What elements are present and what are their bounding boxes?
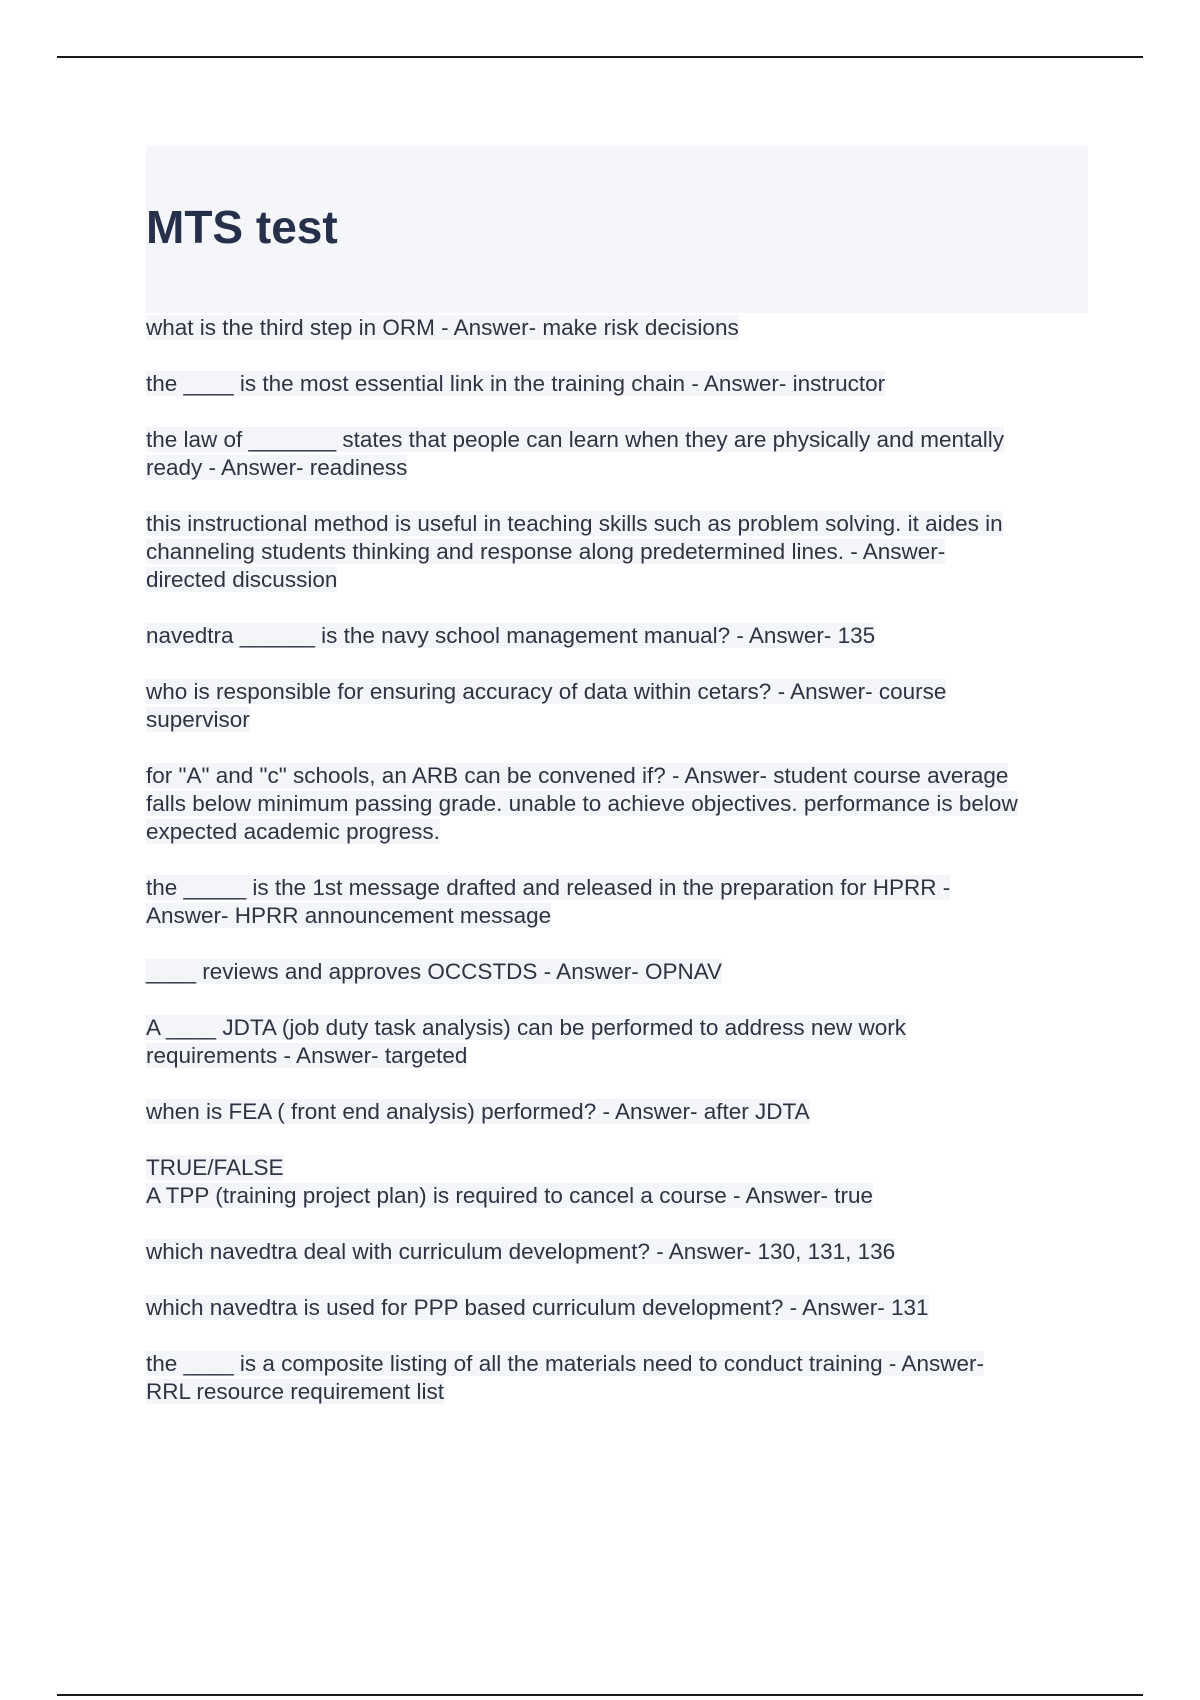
qa-line: which navedtra deal with curriculum development? - Answer- 130, 131, 136 [146, 1239, 896, 1264]
document-title: MTS test [146, 201, 338, 253]
qa-line: A TPP (training project plan) is required to cancel a course - Answer- true [146, 1183, 874, 1208]
qa-item [146, 370, 1086, 398]
qa-item [146, 510, 1086, 594]
qa-item [146, 958, 1086, 986]
qa-line: the law of _______ states that people can learn when they are physically and mentally [146, 427, 1005, 452]
qa-item [146, 1014, 1086, 1070]
top-rule [57, 56, 1143, 58]
bottom-rule [57, 1694, 1143, 1696]
qa-item [146, 1350, 1086, 1406]
qa-line: TRUE/FALSE [146, 1155, 284, 1180]
qa-line: navedtra ______ is the navy school management manual? - Answer- 135 [146, 623, 876, 648]
qa-line: which navedtra is used for PPP based curriculum development? - Answer- 131 [146, 1295, 929, 1320]
qa-line: expected academic progress. [146, 819, 440, 844]
qa-line: falls below minimum passing grade. unable to achieve objectives. performance is below [146, 791, 1018, 816]
qa-line: A ____ JDTA (job duty task analysis) can be performed to address new work [146, 1015, 906, 1040]
qa-line: RRL resource requirement list [146, 1379, 445, 1404]
qa-line: the ____ is a composite listing of all the materials need to conduct training - Answer- [146, 1351, 984, 1376]
qa-line: the ____ is the most essential link in the training chain - Answer- instructor [146, 371, 886, 396]
qa-line: what is the third step in ORM - Answer- make risk decisions [146, 315, 739, 340]
qa-item [146, 874, 1086, 930]
qa-item [146, 762, 1086, 846]
qa-list [146, 314, 1086, 1434]
qa-line: requirements - Answer- targeted [146, 1043, 468, 1068]
qa-item [146, 314, 1086, 342]
qa-line: supervisor [146, 707, 250, 732]
qa-line: directed discussion [146, 567, 338, 592]
qa-line: Answer- HPRR announcement message [146, 903, 552, 928]
qa-line: ready - Answer- readiness [146, 455, 408, 480]
qa-line: for "A" and "c" schools, an ARB can be convened if? - Answer- student course average [146, 763, 1009, 788]
qa-line: who is responsible for ensuring accuracy of data within cetars? - Answer- course [146, 679, 947, 704]
title-block [146, 146, 1088, 313]
qa-line: this instructional method is useful in teaching skills such as problem solving. it aides in [146, 511, 1003, 536]
qa-item [146, 1238, 1086, 1266]
qa-item [146, 622, 1086, 650]
qa-line: ____ reviews and approves OCCSTDS - Answer- OPNAV [146, 959, 723, 984]
qa-item [146, 1098, 1086, 1126]
qa-item [146, 1154, 1086, 1210]
qa-item [146, 426, 1086, 482]
qa-line: when is FEA ( front end analysis) performed? - Answer- after JDTA [146, 1099, 810, 1124]
qa-line: channeling students thinking and response along predetermined lines. - Answer- [146, 539, 946, 564]
qa-item [146, 678, 1086, 734]
qa-item [146, 1294, 1086, 1322]
qa-line: the _____ is the 1st message drafted and released in the preparation for HPRR - [146, 875, 951, 900]
